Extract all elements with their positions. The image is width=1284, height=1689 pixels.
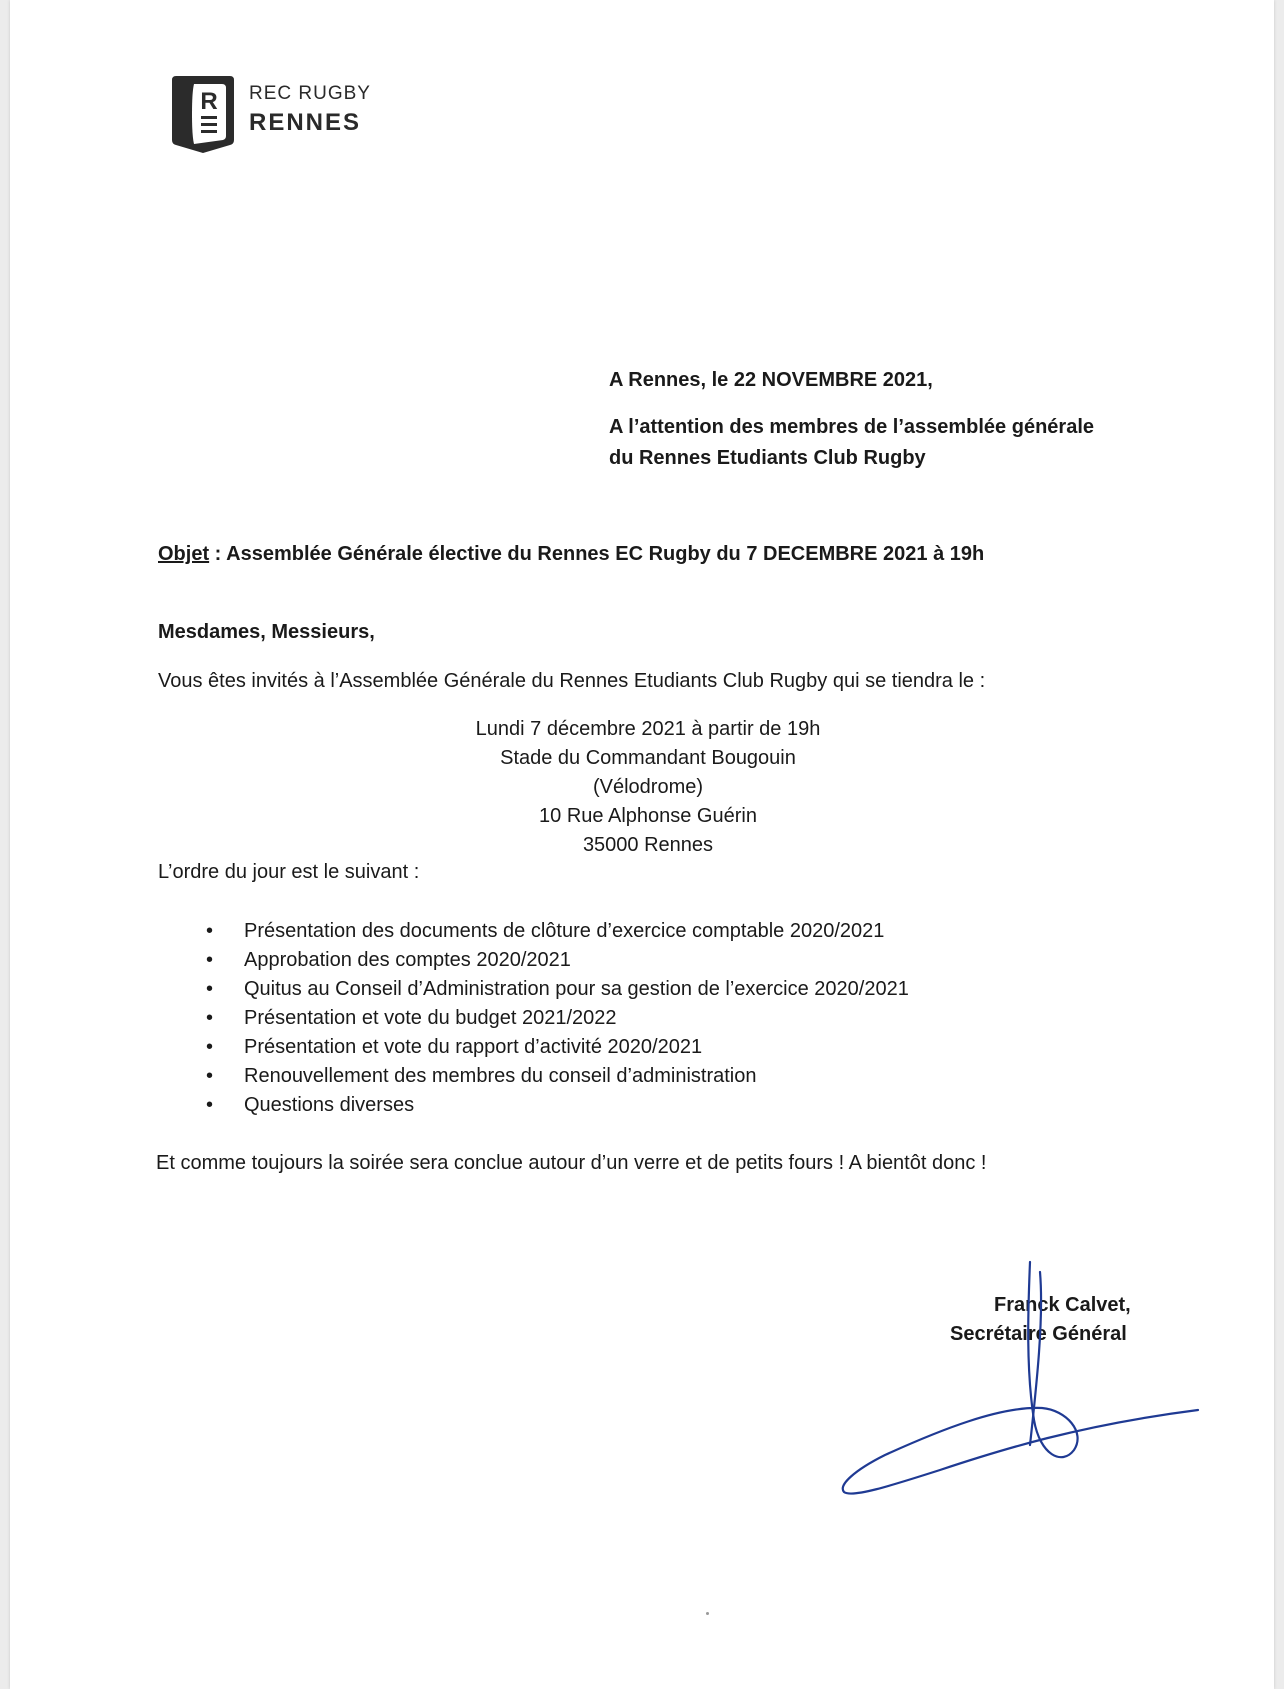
venue-place-note: (Vélodrome) [592, 776, 704, 798]
list-item: • Présentation et vote du budget 2021/2022 [202, 1004, 909, 1033]
logo-text-bottom: RENNES [249, 109, 362, 136]
signatory-name: Franck Calvet, [994, 1294, 1131, 1316]
list-item: • Renouvellement des membres du conseil d’administration [202, 1062, 909, 1091]
salutation: Mesdames, Messieurs, [158, 621, 375, 643]
agenda-list [202, 917, 909, 1120]
subject-text: : Assemblée Générale élective du Rennes EC Rugby du 7 DECEMBRE 2021 à 19h [209, 543, 985, 565]
venue-place: Stade du Commandant Bougouin [500, 747, 796, 769]
venue-street: 10 Rue Alphonse Guérin [539, 805, 757, 827]
list-item: • Présentation et vote du rapport d’activité 2020/2021 [202, 1033, 909, 1062]
attention-line-2: du Rennes Etudiants Club Rugby [609, 447, 926, 469]
venue-city: 35000 Rennes [582, 834, 714, 856]
signatory-title: Secrétaire Général [950, 1323, 1127, 1345]
handwritten-signature [830, 1250, 1210, 1510]
intro-paragraph: Vous êtes invités à l’Assemblée Générale du Rennes Etudiants Club Rugby qui se tiendra le : [158, 670, 986, 692]
list-item: • Présentation des documents de clôture d’exercice comptable 2020/2021 [202, 917, 909, 946]
date-line: A Rennes, le 22 NOVEMBRE 2021, [609, 369, 933, 391]
venue-block [398, 715, 898, 860]
logo-text-top: REC RUGBY [249, 83, 371, 104]
subject-label: Objet [158, 543, 210, 565]
closing-paragraph: Et comme toujours la soirée sera conclue autour d’un verre et de petits fours ! A bientôt donc ! [156, 1152, 987, 1174]
venue-date: Lundi 7 décembre 2021 à partir de 19h [475, 718, 821, 740]
scan-speck [706, 1612, 709, 1615]
subject-line [158, 542, 984, 566]
svg-text:R: R [200, 88, 218, 115]
letter-page [10, 0, 1274, 1689]
club-logo [168, 74, 408, 154]
rec-rugby-shield-logo-icon [168, 74, 238, 154]
list-item: • Questions diverses [202, 1091, 909, 1120]
list-item: • Approbation des comptes 2020/2021 [202, 946, 909, 975]
list-item: • Quitus au Conseil d’Administration pour sa gestion de l’exercice 2020/2021 [202, 975, 909, 1004]
agenda-intro: L’ordre du jour est le suivant : [158, 861, 420, 883]
attention-line-1: A l’attention des membres de l’assemblée générale [609, 416, 1094, 438]
